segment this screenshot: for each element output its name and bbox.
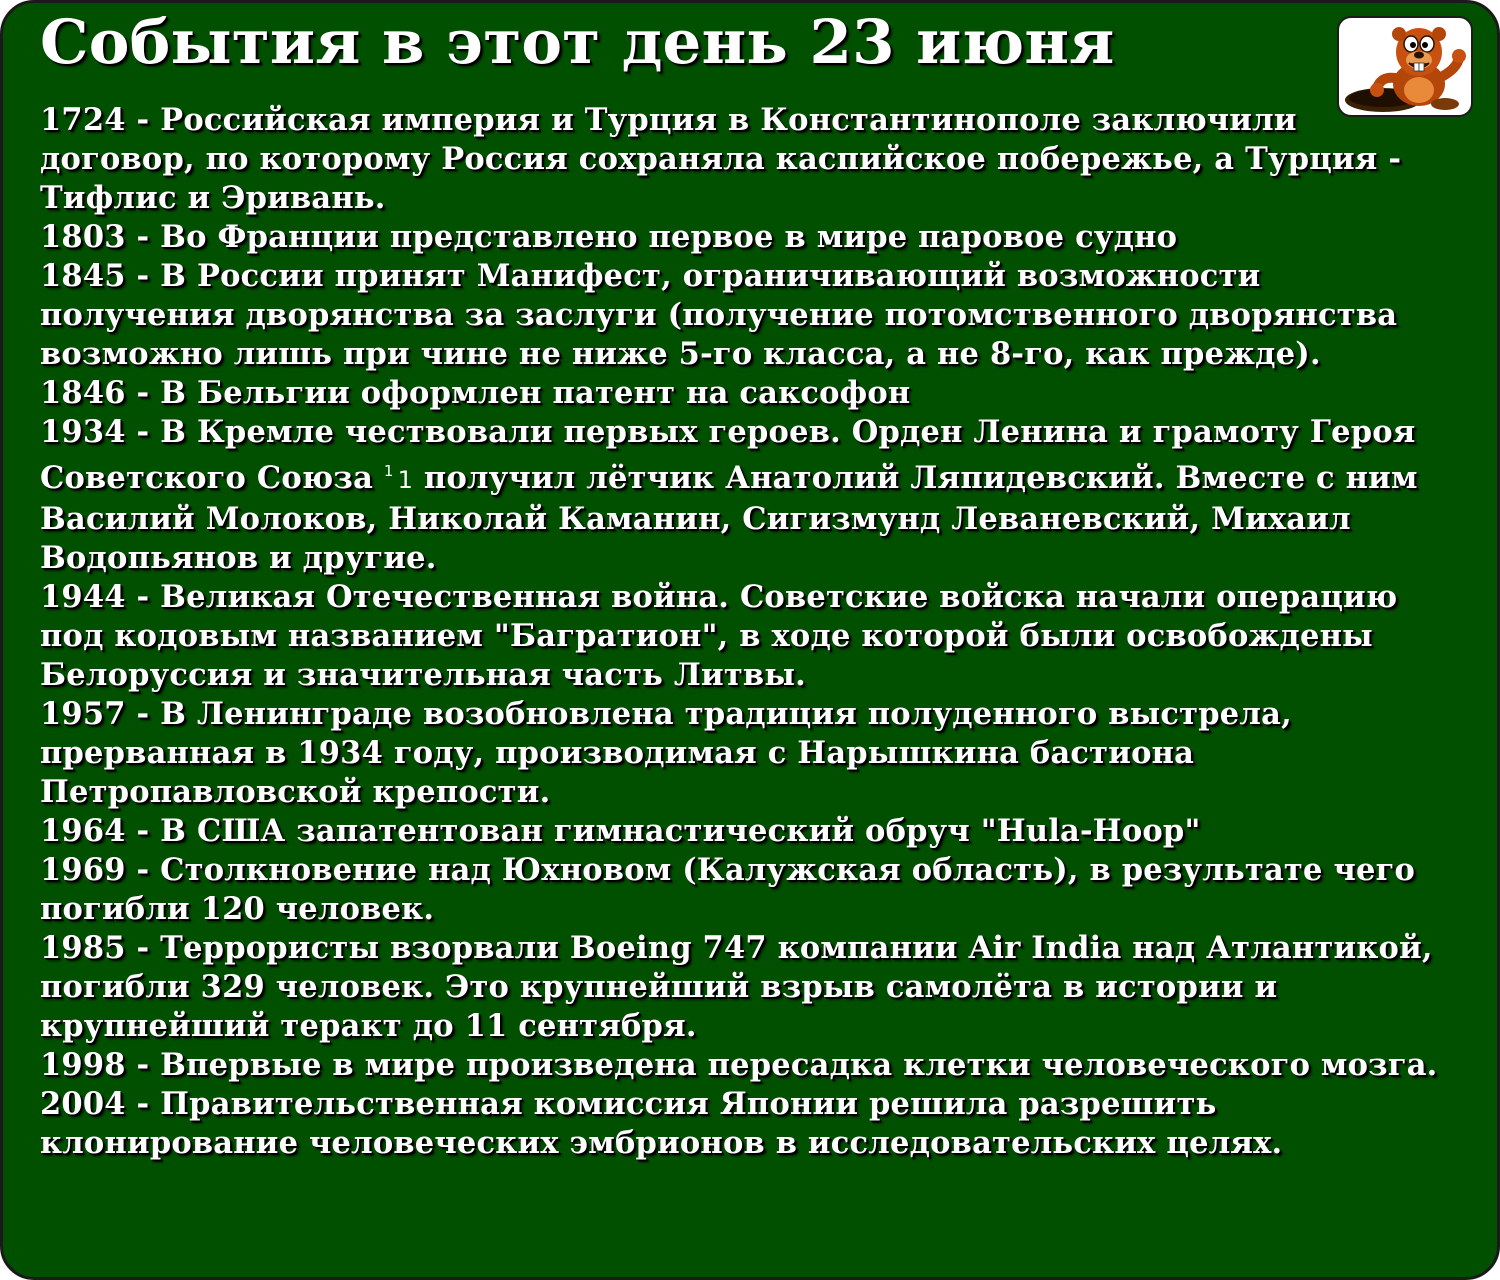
event-1957: 1957 - В Ленинграде возобновлена традиция полуденного выстрела, прерванная в 1934 году, производимая с Нарышкина бастиона Петропавловской крепости.: [40, 696, 1292, 810]
event-1934-text-start: 1934 - В Кремле чествовали первых героев. Орден Ленина и грамоту Героя Советского Союза: [40, 414, 1416, 496]
mascot-badge: [1337, 16, 1473, 117]
page-title: События в этот день 23 июня: [40, 7, 1115, 78]
event-1969: 1969 - Столкновение над Юхновом (Калужская область), в результате чего погибли 120 человек.: [40, 852, 1416, 927]
beaver-icon: [1339, 18, 1471, 115]
event-1846: 1846 - В Бельгии оформлен патент на саксофон: [40, 375, 911, 411]
footnote-reference[interactable]: [383, 462, 414, 494]
event-1985: 1985 - Террористы взорвали Boeing 747 компании Air India над Атлантикой, погибли 329 человек. Это крупнейший взрыв самолёта в истории и крупнейший теракт до 11 сентября.: [40, 930, 1433, 1044]
event-1724: 1724 - Российская империя и Турция в Константинополе заключили договор, по которому Россия сохраняла каспийское побережье, а Турция - Тифлис и Эривань.: [40, 102, 1402, 216]
event-1803: 1803 - Во Франции представлено первое в мире паровое судно: [40, 219, 1178, 255]
events-list: [40, 101, 1460, 1163]
event-2004: 2004 - Правительственная комиссия Японии решила разрешить клонирование человеческих эмбрионов в исследовательских целях.: [40, 1086, 1283, 1161]
event-1944: 1944 - Великая Отечественная война. Советские войска начали операцию под кодовым названием "Багратион", в ходе которой были освобождены Белоруссия и значительная часть Литвы.: [40, 579, 1398, 693]
event-1845: 1845 - В России принят Манифест, ограничивающий возможности получения дворянства за заслуги (получение потомственного дворянства возможно лишь при чине не ниже 5-го класса, а не 8-го, как прежде).: [40, 258, 1398, 372]
event-1934-text-end: получил лётчик Анатолий Ляпидевский. Вместе с ним Василий Молоков, Николай Каманин, Сигизмунд Леваневский, Михаил Водопьянов и другие.: [40, 460, 1418, 576]
event-1934: [40, 413, 1460, 578]
event-1964: 1964 - В США запатентован гимнастический обруч "Hula-Hoop": [40, 813, 1201, 849]
event-1998: 1998 - Впервые в мире произведена пересадка клетки человеческого мозга.: [40, 1047, 1438, 1083]
footnote-superscript: 1: [383, 462, 394, 480]
events-content: [40, 7, 1460, 1163]
footnote-number: 1: [397, 466, 414, 494]
